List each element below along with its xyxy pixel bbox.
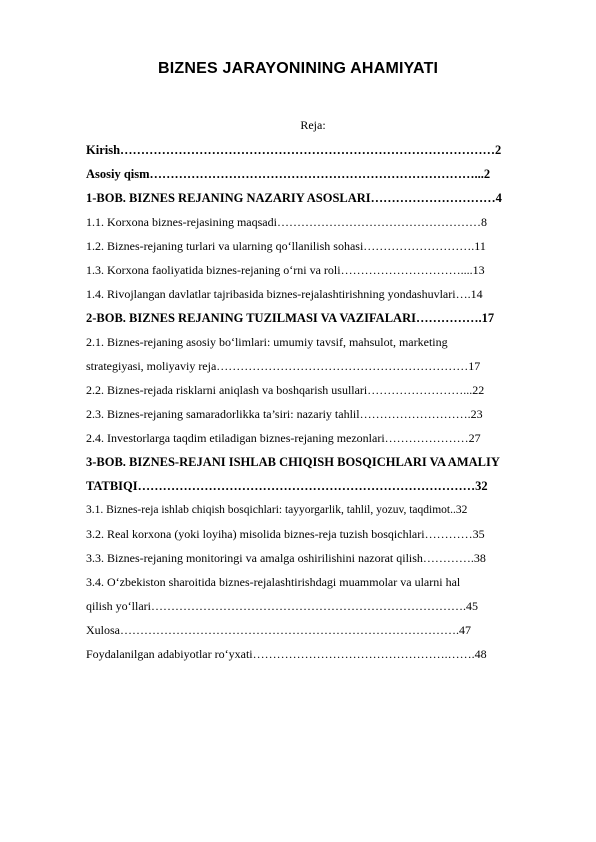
toc-entry-3-4-line2[interactable]: qilish yo‘llari…………………………………………………………………….45 xyxy=(86,599,478,613)
table-of-contents xyxy=(86,138,552,666)
toc-entry-2-4[interactable]: 2.4. Investorlarga taqdim etiladigan biznes-rejaning mezonlari…………………27 xyxy=(86,431,481,445)
toc-entry-2-1-line2[interactable]: strategiyasi, moliyaviy reja………………………………………………………17 xyxy=(86,359,481,373)
toc-entry-2-2[interactable]: 2.2. Biznes-rejada risklarni aniqlash va boshqarish usullari……………………...22 xyxy=(86,383,485,397)
toc-entry-1-4[interactable]: 1.4. Rivojlangan davlatlar tajribasida biznes-rejalashtirishning yondashuvlari….14 xyxy=(86,287,483,301)
toc-entry-xulosa[interactable]: Xulosa………………………………………………………………………….47 xyxy=(86,623,471,637)
toc-entry-1-3[interactable]: 1.3. Korxona faoliyatida biznes-rejaning o‘rni va roli…………………………....13 xyxy=(86,263,485,277)
toc-entry-kirish[interactable]: Kirish………………………………………………………………………………2 xyxy=(86,143,502,157)
document-title: BIZNES JARAYONINING AHAMIYATI xyxy=(158,60,439,77)
toc-entry-2-1-line1[interactable]: 2.1. Biznes-rejaning asosiy bo‘limlari: umumiy tavsif, mahsulot, marketing xyxy=(86,335,448,349)
toc-entry-3-4-line1[interactable]: 3.4. O‘zbekiston sharoitida biznes-rejalashtirishdagi muammolar va ularni hal xyxy=(86,575,461,589)
toc-entry-asosiy-qism[interactable]: Asosiy qism……………………………………………………………………...2 xyxy=(86,167,491,181)
toc-entry-1-2[interactable]: 1.2. Biznes-rejaning turlari va ularning qo‘llanilish sohasi……………………….11 xyxy=(86,239,486,253)
toc-entry-3-2[interactable]: 3.2. Real korxona (yoki loyiha) misolida biznes-reja tuzish bosqichlari…………35 xyxy=(86,527,485,541)
toc-entry-chapter-2[interactable]: 2-BOB. BIZNES REJANING TUZILMASI VA VAZIFALARI…………….17 xyxy=(86,311,495,325)
toc-entry-3-1[interactable]: 3.1. Biznes-reja ishlab chiqish bosqichlari: tayyorgarlik, tahlil, yozuv, taqdimot..32 xyxy=(86,504,468,516)
reja-label: Reja: xyxy=(300,118,326,132)
toc-entry-chapter-3-line1[interactable]: 3-BOB. BIZNES-REJANI ISHLAB CHIQISH BOSQICHLARI VA AMALIY xyxy=(86,455,500,469)
toc-entry-chapter-3-line2[interactable]: TATBIQI………………………………………………………………………32 xyxy=(86,479,488,493)
toc-entry-3-3[interactable]: 3.3. Biznes-rejaning monitoringi va amalga oshirilishini nazorat qilish………….38 xyxy=(86,551,486,565)
toc-entry-adabiyotlar[interactable]: Foydalanilgan adabiyotlar ro‘yxati………………………………………….…….48 xyxy=(86,647,487,661)
toc-entry-chapter-1[interactable]: 1-BOB. BIZNES REJANING NAZARIY ASOSLARI…………………………4 xyxy=(86,191,502,205)
toc-entry-1-1[interactable]: 1.1. Korxona biznes-rejasining maqsadi……………………………………………8 xyxy=(86,215,487,229)
toc-entry-2-3[interactable]: 2.3. Biznes-rejaning samaradorlikka ta’siri: nazariy tahlil……………………….23 xyxy=(86,407,483,421)
